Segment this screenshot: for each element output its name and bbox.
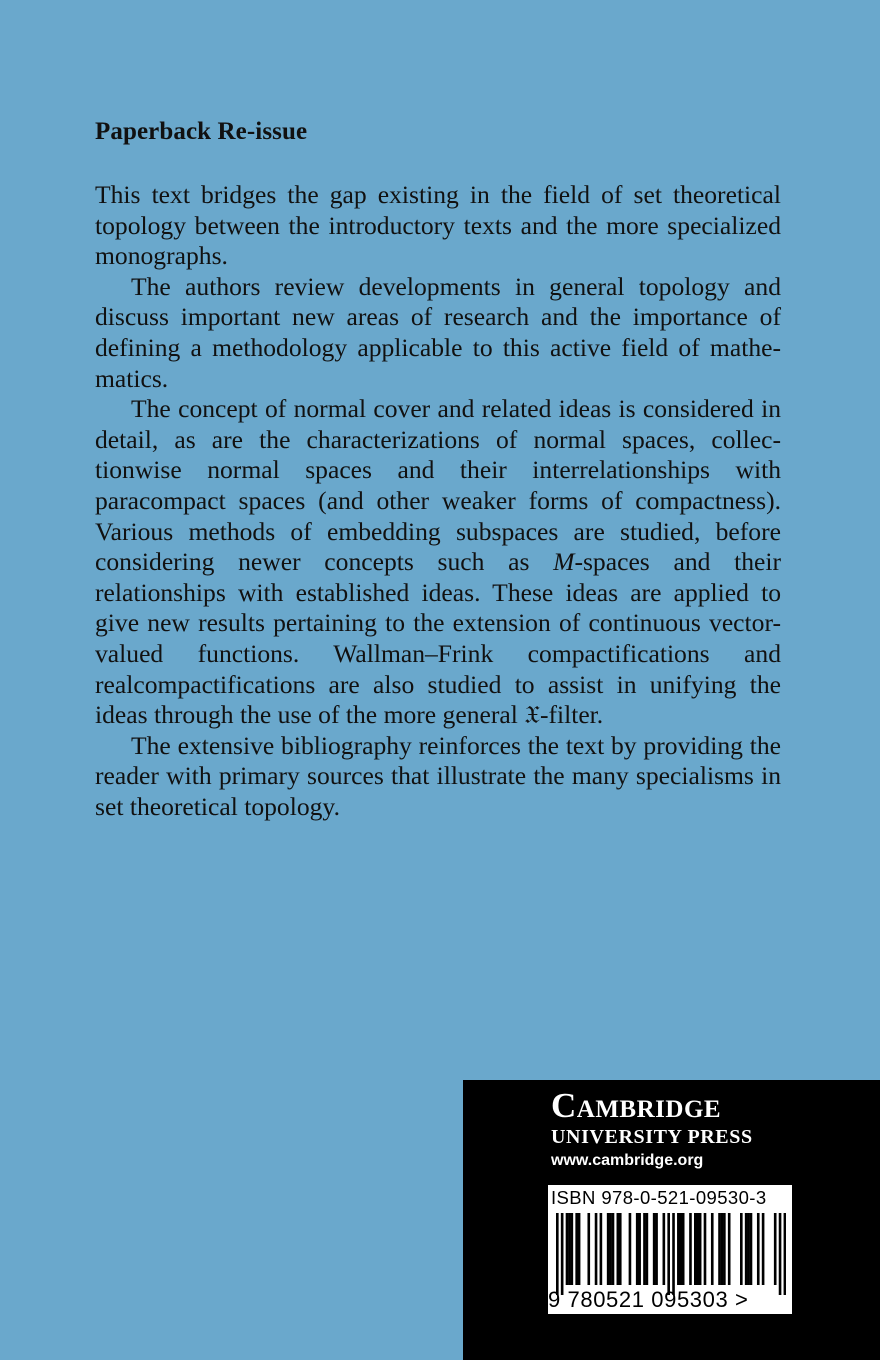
barcode-bar [682, 1213, 685, 1285]
barcode-bar [704, 1213, 707, 1285]
barcode-bar [629, 1213, 632, 1285]
blurb-text [95, 180, 781, 822]
barcode-bar [762, 1213, 765, 1285]
barcode-bar [566, 1213, 569, 1285]
barcode-bar [655, 1213, 658, 1285]
barcode-bar [679, 1213, 682, 1285]
blurb-paragraph-3: The concept of normal cover and related ideas is considered in detail, as are the characterizations of normal spaces, collec-tionwise normal spaces and their interrelationships with paracompact spaces (and other weaker forms of compactness). Various methods of embedding subspaces are studied, before considering newer concepts such as M-spaces and their relationships with established ideas. These ideas are applied to give new results pertaining to the extension of continuous vector-valued functions. Wallman–Frink compactifications and realcompactifications are also studied to assist in unifying the ideas through the use of the more general 𝔛-filter. [95, 394, 781, 730]
barcode-bar [653, 1213, 656, 1285]
barcode-bar [721, 1213, 724, 1285]
barcode-bar [667, 1213, 670, 1295]
blurb-paragraph-4: The extensive bibliography reinforces the text by providing the reader with primary sources that illustrate the many specialisms in set theoretical topology. [95, 730, 781, 821]
barcode-bar [578, 1213, 581, 1285]
barcode-bar [747, 1213, 750, 1285]
barcode-bar [750, 1213, 753, 1285]
barcode-bar [638, 1213, 641, 1285]
barcode-bar [609, 1213, 612, 1285]
barcode-bar [571, 1213, 574, 1285]
barcode-bar [595, 1213, 598, 1285]
barcode-bar [779, 1213, 782, 1295]
barcode-digits: 9 780521 095303 > [548, 1287, 749, 1312]
barcode-bar [607, 1213, 610, 1285]
barcode-bar [587, 1213, 590, 1285]
blurb-paragraph-1: This text bridges the gap existing in the field of set theoretical topology between the introductory texts and the more specialized monographs. [95, 180, 781, 271]
barcode-bar [619, 1213, 622, 1285]
blurb-paragraph-2: The authors review developments in general topology and discuss important new areas of research and the importance of defining a methodology applicable to this active field of mathe-matics. [95, 271, 781, 393]
barcode-bar [561, 1213, 564, 1295]
barcode-bar [696, 1213, 699, 1285]
barcode [556, 1213, 786, 1295]
barcode-bar [600, 1213, 603, 1285]
barcode-bar [677, 1213, 680, 1285]
barcode-bar [745, 1213, 748, 1285]
barcode-bar [711, 1213, 714, 1285]
barcode-bar [568, 1213, 571, 1285]
barcode-bar [556, 1213, 559, 1295]
publisher-subtitle: UNIVERSITY PRESS [551, 1126, 753, 1148]
barcode-bar [643, 1213, 646, 1285]
barcode-bar [617, 1213, 620, 1285]
barcode-bar [784, 1213, 786, 1295]
heading: Paperback Re-issue [95, 118, 308, 145]
publisher-name: Cambridge [551, 1086, 722, 1125]
publisher-url: www.cambridge.org [551, 1152, 704, 1169]
barcode-bar [728, 1213, 731, 1285]
barcode-bar [723, 1213, 726, 1285]
barcode-bar [774, 1213, 777, 1285]
isbn-label: ISBN 978-0-521-09530-3 [551, 1187, 767, 1208]
barcode-bar [646, 1213, 649, 1285]
barcode-bar [672, 1213, 675, 1295]
barcode-bar [740, 1213, 743, 1285]
barcode-bar [636, 1213, 639, 1285]
barcode-bar [718, 1213, 721, 1285]
barcode-bar [575, 1213, 578, 1285]
barcode-bar [757, 1213, 760, 1285]
barcode-bar [689, 1213, 692, 1285]
barcode-bar [699, 1213, 702, 1285]
barcode-bar [694, 1213, 697, 1285]
barcode-bar [612, 1213, 615, 1285]
barcode-bar [663, 1213, 666, 1285]
